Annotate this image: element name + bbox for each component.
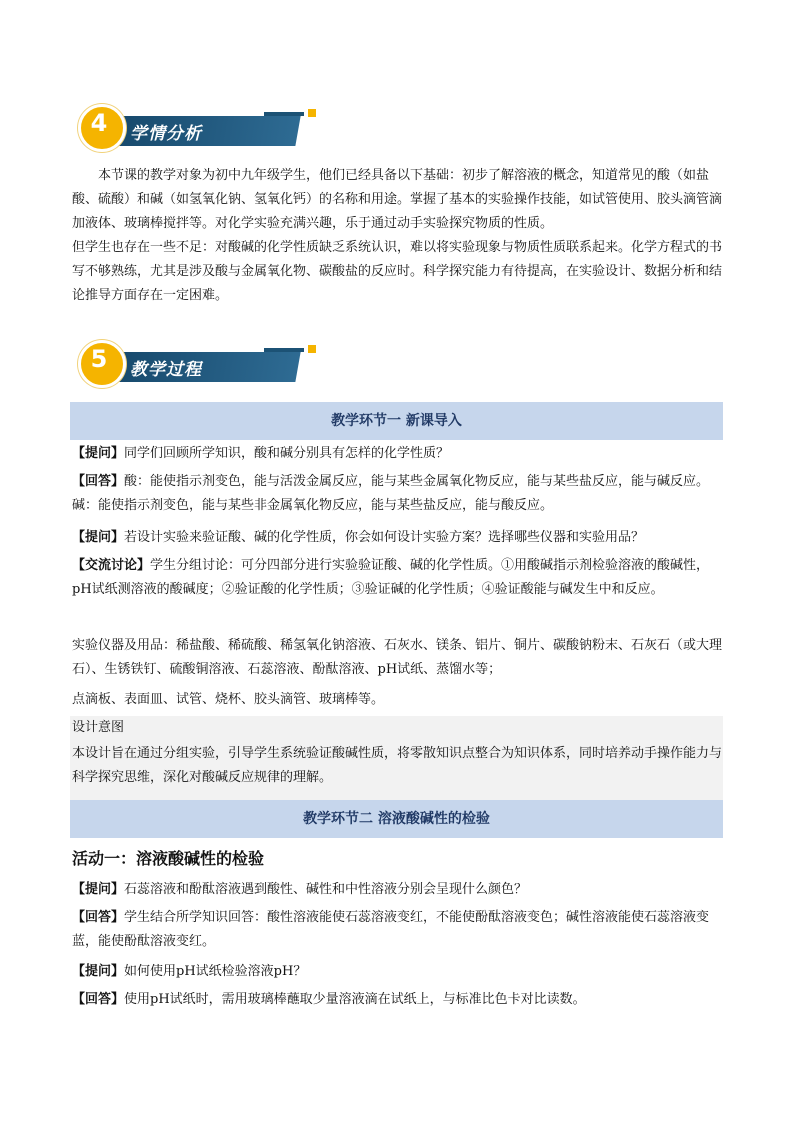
stage-1-answer-1 bbox=[72, 470, 722, 518]
header-accent-square bbox=[308, 109, 316, 117]
activity-heading: 活动一：溶液酸碱性的检验 bbox=[72, 849, 265, 868]
stage-2-bar bbox=[70, 800, 723, 838]
section-title: 教学过程 bbox=[130, 360, 202, 380]
tools-list: 点滴板、表面皿、试管、烧杯、胶头滴管、玻璃棒等。 bbox=[72, 692, 385, 707]
stage-1-question-2 bbox=[72, 526, 722, 550]
section-header-4 bbox=[78, 104, 278, 164]
analysis-paragraph-2: 但学生也存在一些不足：对酸碱的化学性质缺乏系统认识，难以将实验现象与物质性质联系起来。化学方程式的书写不够熟练，尤其是涉及酸与金属氧化物、碳酸盐的反应时。科学探究能力有待提高，在实验设计、数据分析和结论推导方面存在一定困难。 bbox=[72, 240, 723, 303]
design-intent-text: 本设计旨在通过分组实验，引导学生系统验证酸碱性质，将零散知识点整合为知识体系，同时培养动手操作能力与科学探究思维，深化对酸碱反应规律的理解。 bbox=[72, 746, 723, 785]
design-intent-title: 设计意图 bbox=[72, 720, 125, 735]
question-tag: 【提问】 bbox=[72, 882, 125, 897]
header-accent-line bbox=[264, 112, 304, 116]
question-tag: 【提问】 bbox=[72, 964, 125, 979]
stage-2-title: 教学环节二 溶液酸碱性的检验 bbox=[303, 811, 490, 827]
answer-tag: 【回答】 bbox=[72, 910, 125, 925]
section-header-5 bbox=[78, 340, 278, 400]
section-number: 5 bbox=[90, 345, 108, 373]
stage-1-bar bbox=[70, 402, 723, 440]
answer-text: 使用pH试纸时，需用玻璃棒蘸取少量溶液滴在试纸上，与标准比色卡对比读数。 bbox=[124, 992, 586, 1007]
answer-text: 酸：能使指示剂变色，能与活泼金属反应，能与某些金属氧化物反应，能与某些盐反应，能与碱反应。碱：能使指示剂变色，能与某些非金属氧化物反应，能与某些盐反应，能与酸反应。 bbox=[72, 474, 710, 513]
header-accent-square bbox=[308, 345, 316, 353]
section-title: 学情分析 bbox=[130, 124, 202, 144]
stage-2-question-2 bbox=[72, 960, 722, 984]
header-accent-line bbox=[264, 348, 304, 352]
question-tag: 【提问】 bbox=[72, 446, 125, 461]
section-number: 4 bbox=[90, 109, 108, 137]
question-tag: 【提问】 bbox=[72, 530, 125, 545]
stage-2-answer-1 bbox=[72, 906, 722, 954]
analysis-paragraph-1: 本节课的教学对象为初中九年级学生，他们已经具备以下基础：初步了解溶液的概念，知道常见的酸（如盐酸、硫酸）和碱（如氢氧化钠、氢氧化钙）的名称和用途。掌握了基本的实验操作技能，如试管使用、胶头滴管滴加液体、玻璃棒搅拌等。对化学实验充满兴趣，乐于通过动手实验探究物质的性质。 bbox=[72, 168, 723, 231]
question-text: 同学们回顾所学知识，酸和碱分别具有怎样的化学性质？ bbox=[124, 446, 450, 461]
discussion-tag: 【交流讨论】 bbox=[72, 558, 151, 573]
question-text: 石蕊溶液和酚酞溶液遇到酸性、碱性和中性溶液分别会呈现什么颜色？ bbox=[124, 882, 528, 897]
stage-1-question-1 bbox=[72, 442, 722, 466]
stage-2-answer-2 bbox=[72, 988, 722, 1012]
question-text: 若设计实验来验证酸、碱的化学性质，你会如何设计实验方案？选择哪些仪器和实验用品？ bbox=[124, 530, 645, 545]
stage-1-title: 教学环节一 新课导入 bbox=[331, 413, 462, 429]
answer-tag: 【回答】 bbox=[72, 474, 125, 489]
answer-tag: 【回答】 bbox=[72, 992, 125, 1007]
stage-1-discussion bbox=[72, 554, 722, 602]
answer-text: 学生结合所学知识回答：酸性溶液能使石蕊溶液变红，不能使酚酞溶液变色；碱性溶液能使石蕊溶液变蓝，能使酚酞溶液变红。 bbox=[72, 910, 710, 949]
question-text: 如何使用pH试纸检验溶液pH？ bbox=[124, 964, 307, 979]
materials-list: 实验仪器及用品：稀盐酸、稀硫酸、稀氢氧化钠溶液、石灰水、镁条、铝片、铜片、碳酸钠粉末、石灰石（或大理石）、生锈铁钉、硫酸铜溶液、石蕊溶液、酚酞溶液、pH试纸、蒸馏水等； bbox=[72, 638, 723, 677]
stage-2-question-1 bbox=[72, 878, 722, 902]
discussion-text: 学生分组讨论：可分四部分进行实验验证酸、碱的化学性质。①用酸碱指示剂检验溶液的酸碱性，pH试纸测溶液的酸碱度；②验证酸的化学性质；③验证碱的化学性质；④验证酸能与碱发生中和反应。 bbox=[72, 558, 710, 597]
